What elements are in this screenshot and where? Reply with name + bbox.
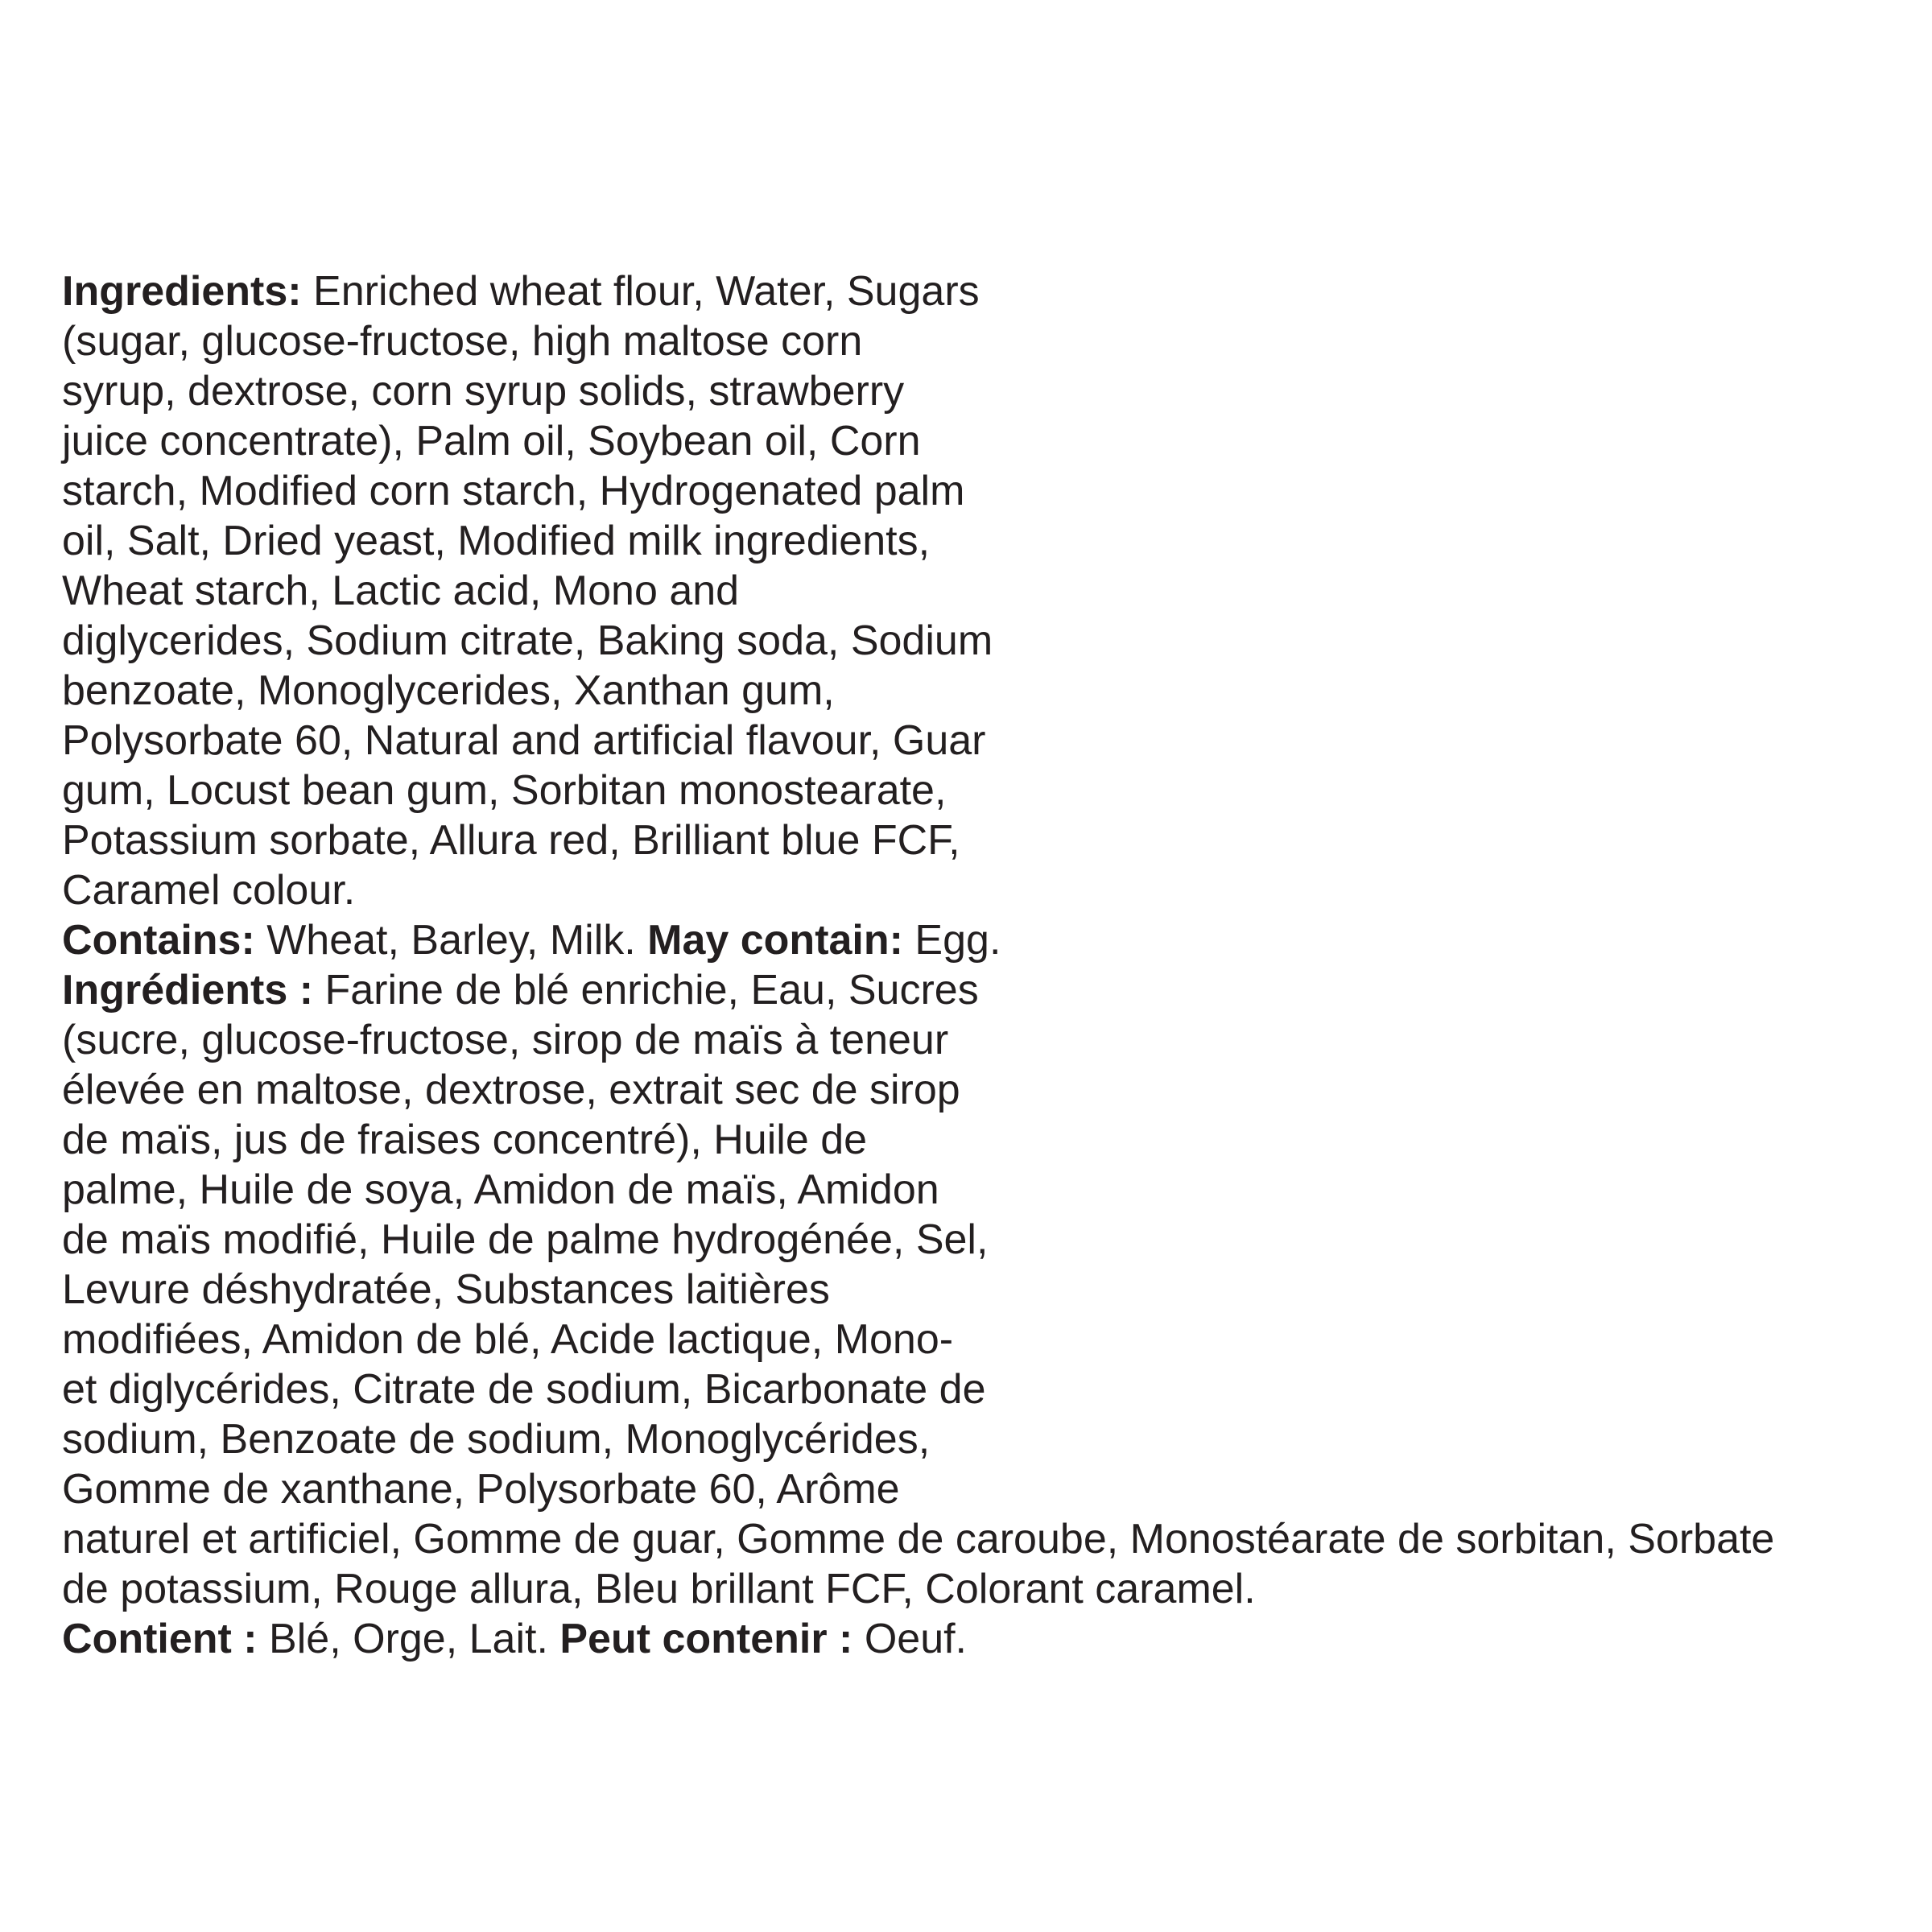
fr-ingredients-heading: Ingrédients : (62, 967, 314, 1013)
en-ingredients-line-10: Polysorbate 60, Natural and artificial flavour, Guar (62, 717, 986, 764)
en-ingredients-line-3: syrup, dextrose, corn syrup solids, strawberry (62, 368, 905, 415)
fr-ingredients-line-4: de maïs, jus de fraises concentré), Huile de (62, 1117, 868, 1163)
en-ingredients-line-13: Caramel colour. (62, 867, 356, 914)
fr-ingredients-line-12: naturel et artificiel, Gomme de guar, Gomme de caroube, Monostéarate de sorbitan, Sorbate (62, 1516, 1775, 1563)
en-ingredients-line-9: benzoate, Monoglycerides, Xanthan gum, (62, 667, 835, 714)
en-ingredients-line-1 (62, 266, 980, 316)
en-ingredients-line-6: oil, Salt, Dried yeast, Modified milk ingredients, (62, 518, 931, 564)
fr-may-contain-text: Oeuf. (852, 1616, 968, 1662)
fr-allergen-statement (62, 1614, 967, 1664)
fr-may-contain-heading: Peut contenir : (559, 1616, 853, 1662)
en-ingredients-line-12: Potassium sorbate, Allura red, Brilliant blue FCF, (62, 817, 960, 864)
en-may-contain-heading: May contain: (647, 917, 903, 964)
fr-ingredients-line-10: sodium, Benzoate de sodium, Monoglycérides, (62, 1416, 931, 1463)
fr-ingredients-line-3: élevée en maltose, dextrose, extrait sec de sirop (62, 1067, 960, 1113)
en-ingredients-line-2: (sugar, glucose-fructose, high maltose corn (62, 318, 863, 365)
en-ingredients-line-8: diglycerides, Sodium citrate, Baking soda, Sodium (62, 617, 993, 664)
fr-ingredients-line-9: et diglycérides, Citrate de sodium, Bicarbonate de (62, 1366, 986, 1413)
fr-ingredients-line-11: Gomme de xanthane, Polysorbate 60, Arôme (62, 1466, 900, 1513)
en-ingredients-line-7: Wheat starch, Lactic acid, Mono and (62, 568, 740, 614)
fr-ingredients-line-7: Levure déshydratée, Substances laitières (62, 1266, 830, 1313)
fr-contains-text: Blé, Orge, Lait. (257, 1616, 560, 1662)
fr-contains-heading: Contient : (62, 1616, 258, 1662)
en-ingredients-text: Enriched wheat flour, Water, Sugars (301, 268, 980, 315)
en-contains-text: Wheat, Barley, Milk. (254, 917, 648, 964)
en-ingredients-line-4: juice concentrate), Palm oil, Soybean oil, Corn (62, 418, 921, 464)
fr-ingredients-text: Farine de blé enrichie, Eau, Sucres (313, 967, 979, 1013)
fr-ingredients-line-5: palme, Huile de soya, Amidon de maïs, Amidon (62, 1166, 939, 1213)
en-may-contain-text: Egg. (902, 917, 1001, 964)
en-ingredients-line-5: starch, Modified corn starch, Hydrogenated palm (62, 468, 965, 514)
fr-ingredients-line-1 (62, 965, 979, 1015)
ingredients-label (62, 0, 1913, 1932)
en-allergen-statement (62, 915, 1001, 965)
fr-ingredients-line-8: modifiées, Amidon de blé, Acide lactique, Mono- (62, 1316, 954, 1363)
en-ingredients-heading: Ingredients: (62, 268, 302, 315)
en-contains-heading: Contains: (62, 917, 255, 964)
en-ingredients-line-11: gum, Locust bean gum, Sorbitan monostearate, (62, 767, 947, 814)
fr-ingredients-line-13: de potassium, Rouge allura, Bleu brillant FCF, Colorant caramel. (62, 1566, 1256, 1612)
fr-ingredients-line-6: de maïs modifié, Huile de palme hydrogénée, Sel, (62, 1216, 989, 1263)
fr-ingredients-line-2: (sucre, glucose-fructose, sirop de maïs à teneur (62, 1017, 949, 1063)
